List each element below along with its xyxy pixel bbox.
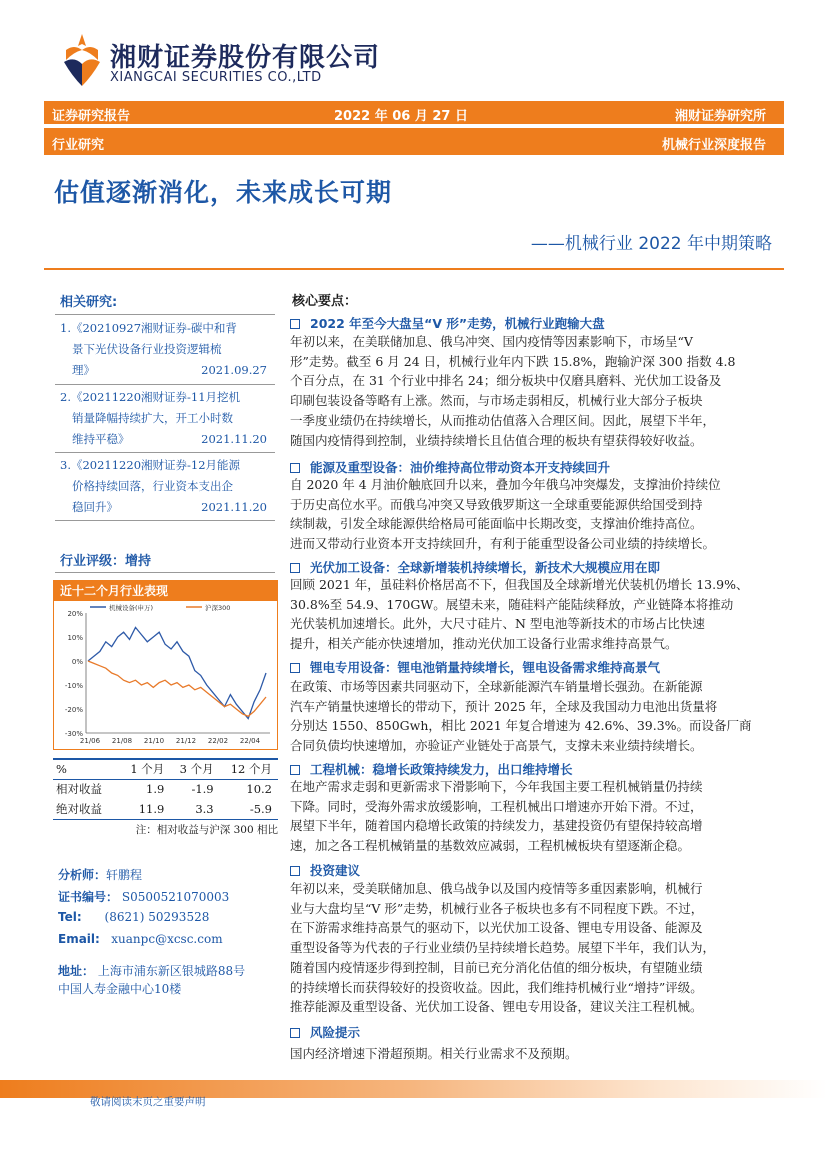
field-value: xuanpc@xcsc.com — [111, 932, 223, 946]
section-heading: 2022 年至今大盘呈“V 形”走势，机械行业跑输大盘 — [290, 314, 605, 332]
checkbox-icon — [290, 663, 300, 673]
table-cell: -1.9 — [191, 782, 214, 797]
related-line: 2.《20211220湘财证券-11月挖机 — [60, 390, 241, 404]
section-heading: 能源及重型设备：油价维持高位带动资本开支持续回升 — [290, 458, 610, 476]
table-header-cell: % — [53, 759, 121, 779]
related-line: 销量降幅持续扩大，开工小时数 — [72, 411, 233, 425]
checkbox-icon — [290, 1028, 300, 1038]
field-label: Email: — [58, 932, 100, 946]
industry-rating: 行业评级：增持 — [60, 554, 152, 569]
analyst-address — [58, 962, 245, 998]
field-value: 中国人寿金融中心10楼 — [58, 982, 182, 996]
section-heading: 锂电专用设备：锂电池销量持续增长，锂电设备需求维持高景气 — [290, 658, 660, 676]
related-line: 维持平稳》 — [72, 432, 130, 446]
checkbox-icon — [290, 765, 300, 775]
sidebar-divider — [55, 314, 275, 315]
field-value: S0500521070003 — [121, 890, 230, 904]
related-report-1[interactable] — [60, 318, 275, 381]
field-value: 上海市浦东新区银城路88号 — [97, 964, 246, 978]
core-points-heading: 核心要点： — [292, 294, 358, 309]
related-line: 1.《20210927湘财证券-碳中和背 — [60, 321, 237, 335]
section-body: 年初以来，在美联储加息、俄乌冲突、国内疫情等因素影响下，市场呈“V 形”走势。截至 6 月 24 日，机械行业年内下跌 15.8%，跑输沪深 300 指数 4.8 个百分点，在 31 个行业中排名 24；细分板块中仅磨具磨料、光伏加工设备及 印刷包装设备等略有上涨。然而，与市场走弱相反，机械行业大部分子板块 一季度业绩仍在持续增长，从而推动估值落入合理区间。因此，展望下半年， 随国内疫情得到控制，业绩持续增长且估值合理的板块有望获得较好收益。 — [290, 334, 736, 448]
x-tick-label: 21/06 — [79, 737, 101, 745]
x-tick-label: 22/04 — [239, 737, 261, 745]
section-heading: 投资建议 — [290, 861, 360, 879]
sidebar-divider — [55, 452, 275, 453]
report-date: 2022 年 06 月 27 日 — [334, 109, 468, 124]
legend-label: 机械设备(申万) — [109, 604, 154, 612]
checkbox-icon — [290, 563, 300, 573]
checkbox-icon — [290, 463, 300, 473]
sidebar-divider — [55, 572, 275, 573]
row-label: 相对收益 — [56, 782, 102, 797]
section-heading: 风险提示 — [290, 1023, 360, 1041]
sidebar-divider — [55, 384, 275, 385]
table-cell: -5.9 — [220, 799, 278, 819]
section-body: 自 2020 年 4 月油价触底回升以来，叠加今年俄乌冲突爆发，支撑油价持续位 于历史高位水平。而俄乌冲突又导致俄罗斯这一全球重要能源供给国受到持 续制裁，引发全球能源供给格局可能面临中长期改变，支撑油价维持高位。 进而又带动行业资本开支持续回升，有利于能重型设备公司业绩的持续增长。 — [290, 477, 721, 552]
related-research-heading: 相关研究: — [60, 295, 118, 310]
performance-chart — [53, 580, 278, 750]
related-line: 理》 — [72, 363, 95, 377]
x-tick-label: 21/10 — [143, 737, 165, 745]
analyst-name — [58, 866, 142, 883]
x-tick-label: 21/08 — [111, 737, 133, 745]
field-value: (8621) 50293528 — [104, 910, 210, 924]
footer-disclaimer[interactable]: 敬请阅读末页之重要声明 — [90, 1096, 206, 1108]
report-subcategory: 机械行业深度报告 — [661, 138, 766, 153]
section-body: 回顾 2021 年，虽硅料价格居高不下，但我国及全球新增光伏装机仍增长 13.9%、 30.8%至 54.9、170GW。展望未来，随硅料产能陆续释放，产业链降本将推动 光伏装机加速增长。此外，大尺寸硅片、N 型电池等新技术的市场占比快速 提升，相关产能亦快速增加，推动光伏加工设备行业需求维持高景气。 — [290, 577, 749, 652]
field-label: 证书编号： — [58, 890, 119, 904]
checkbox-icon — [290, 319, 300, 329]
legend-label: 沪深300 — [205, 604, 231, 612]
related-date: 2021.11.20 — [201, 500, 267, 514]
xiangcai-logo-icon — [60, 32, 104, 88]
related-line: 3.《20211220湘财证券-12月能源 — [60, 458, 241, 472]
section-body: 国内经济增速下滑超预期。相关行业需求不及预期。 — [290, 1046, 578, 1061]
company-name-en: XIANGCAI SECURITIES CO.,LTD — [110, 70, 322, 85]
x-tick-label: 22/02 — [207, 737, 229, 745]
y-tick-label: 10% — [67, 634, 83, 642]
table-header-cell: 1 个月 — [121, 759, 170, 779]
report-subtitle: ——机械行业 2022 年中期策略 — [530, 234, 772, 254]
table-cell: 11.9 — [121, 799, 170, 819]
performance-table — [53, 758, 278, 820]
y-tick-label: 0% — [71, 658, 83, 666]
field-label: 分析师： — [58, 868, 107, 882]
y-tick-label: -30% — [64, 730, 83, 738]
section-body: 在地产需求走弱和更新需求下滑影响下，今年我国主要工程机械销量仍持续 下降。同时，受海外需求放缓影响，工程机械出口增速亦开始下滑。不过， 展望下半年，随着国内稳增长政策的持续发力，基建投资仍有望保持较高增 速，加之各工程机械销量的基数效应减弱，工程机械板块有望逐渐企稳。 — [290, 779, 703, 854]
related-line: 稳回升》 — [72, 500, 118, 514]
analyst-tel — [58, 910, 209, 924]
related-date: 2021.11.20 — [201, 432, 267, 446]
section-heading: 工程机械：稳增长政策持续发力，出口维持增长 — [290, 760, 573, 778]
section-heading: 光伏加工设备：全球新增装机持续增长，新技术大规模应用在即 — [290, 558, 660, 576]
table-header-row — [53, 759, 278, 779]
y-tick-label: 20% — [67, 610, 83, 618]
section-body: 在政策、市场等因素共同驱动下，全球新能源汽车销量增长强劲。在新能源 汽车产销量快速增长的带动下，预计 2025 年，全球及我国动力电池出货量将 分别达 1550、850Gwh，相比 2021 年复合增速为 42.6%、39.3%。而设备厂商 合同负债均快速增加，亦验证产业链处于高景气，支撑未来业绩持续增长。 — [290, 679, 752, 754]
table-cell: 3.3 — [170, 799, 219, 819]
table-row — [53, 799, 278, 819]
checkbox-icon — [290, 866, 300, 876]
field-label: Tel: — [58, 910, 82, 924]
field-value: 轩鹏程 — [106, 868, 143, 882]
table-header-cell: 12 个月 — [220, 759, 278, 779]
sidebar-divider — [55, 520, 275, 521]
field-label: 地址： — [58, 964, 95, 978]
table-cell: 1.9 — [146, 782, 165, 797]
report-title: 估值逐渐消化，未来成长可期 — [54, 178, 393, 207]
related-line: 景下光伏设备行业投资逻辑梳 — [72, 342, 222, 356]
company-name-cn: 湘财证券股份有限公司 — [110, 43, 381, 73]
related-report-3[interactable] — [60, 455, 275, 518]
series-line — [88, 627, 266, 718]
analyst-cert — [58, 888, 229, 905]
row-label: 绝对收益 — [53, 799, 121, 819]
report-header — [0, 0, 827, 98]
institute-name: 湘财证券研究所 — [674, 109, 766, 124]
y-tick-label: -20% — [64, 706, 83, 714]
line-chart-svg — [54, 601, 277, 749]
table-header-cell: 3 个月 — [170, 759, 219, 779]
table-row — [53, 779, 278, 799]
chart-title: 近十二个月行业表现 — [54, 581, 277, 601]
related-line: 价格持续回落，行业资本支出企 — [72, 479, 233, 493]
title-divider — [44, 268, 784, 270]
research-category: 行业研究 — [52, 138, 105, 153]
report-info-bar — [44, 101, 784, 124]
related-date: 2021.09.27 — [201, 363, 267, 377]
analyst-email[interactable] — [58, 932, 223, 946]
x-tick-label: 21/12 — [175, 737, 197, 745]
section-body: 年初以来，受美联储加息、俄乌战争以及国内疫情等多重因素影响，机械行 业与大盘均呈“V 形”走势，机械行业各子板块也多有不同程度下跌。不过， 在下游需求维持高景气的驱动下，以光伏加工设备、锂电专用设备、能源及 重型设备等为代表的子行业业绩仍呈持续增长趋势。展望下半年，我们认为， 随着国内疫情逐步得到控制，目前已充分消化估值的细分板块，有望随业绩 的持续增长而获得较好的投资收益。因此，我们维持机械行业“增持”评级。 推荐能源及重型设备、光伏加工设备、锂电专用设备，建议关注工程机械。 — [290, 881, 716, 1015]
table-cell: 10.2 — [246, 782, 272, 797]
report-type: 证券研究报告 — [52, 109, 131, 124]
report-category-bar — [44, 128, 784, 155]
related-report-2[interactable] — [60, 387, 275, 450]
y-tick-label: -10% — [64, 682, 83, 690]
table-note: 注：相对收益与沪深 300 相比 — [135, 824, 278, 836]
